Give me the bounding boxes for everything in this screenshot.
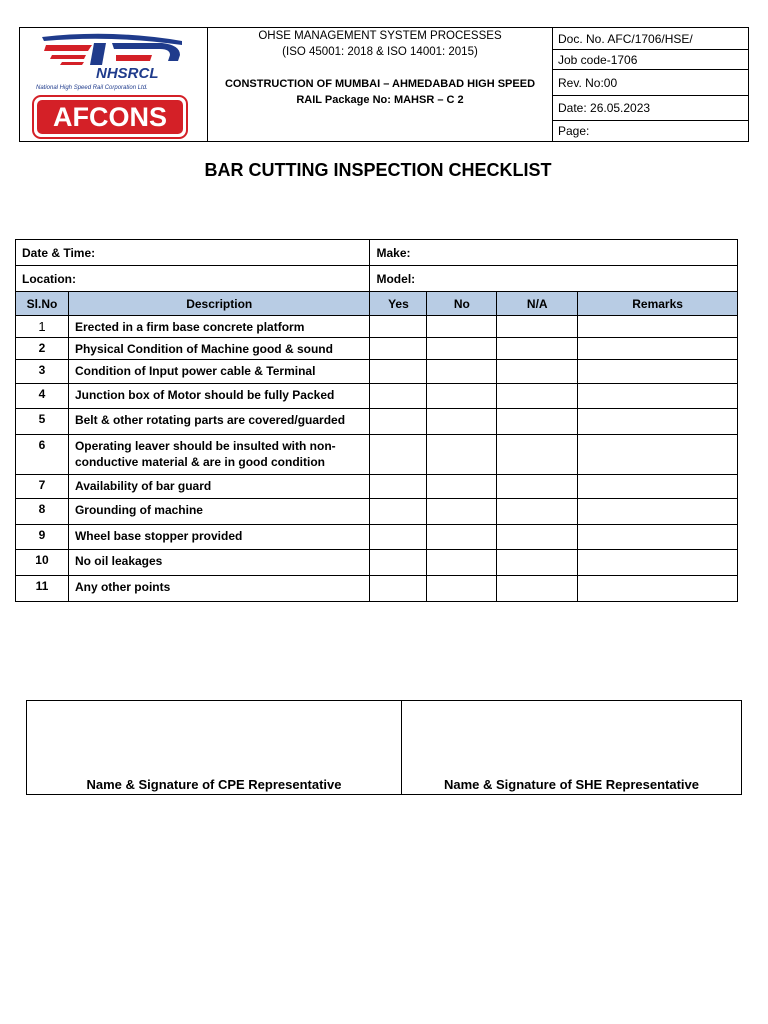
no-checkbox[interactable] xyxy=(427,576,497,602)
row-number: 8 xyxy=(16,499,69,525)
yes-checkbox[interactable] xyxy=(370,316,427,338)
row-number: 9 xyxy=(16,525,69,550)
remarks-field[interactable] xyxy=(578,384,738,409)
date-time-field[interactable]: Date & Time: xyxy=(16,240,370,266)
no-checkbox[interactable] xyxy=(427,550,497,576)
row-description: No oil leakages xyxy=(68,550,370,576)
na-checkbox[interactable] xyxy=(497,384,578,409)
na-checkbox[interactable] xyxy=(497,316,578,338)
nhsrcl-emblem-icon xyxy=(32,31,192,93)
na-checkbox[interactable] xyxy=(497,409,578,435)
remarks-field[interactable] xyxy=(578,338,738,360)
project-line-2: RAIL Package No: MAHSR – C 2 xyxy=(296,94,464,106)
row-number: 5 xyxy=(16,409,69,435)
row-number: 3 xyxy=(16,360,69,384)
row-description: Wheel base stopper provided xyxy=(68,525,370,550)
yes-checkbox[interactable] xyxy=(370,550,427,576)
row-description: Belt & other rotating parts are covered/guarded xyxy=(68,409,370,435)
row-number: 6 xyxy=(16,435,69,475)
na-checkbox[interactable] xyxy=(497,576,578,602)
table-row xyxy=(16,338,738,360)
remarks-field[interactable] xyxy=(578,499,738,525)
table-row xyxy=(16,316,738,338)
doc-number: Doc. No. AFC/1706/HSE/ xyxy=(553,28,749,50)
row-description: Availability of bar guard xyxy=(68,475,370,499)
no-checkbox[interactable] xyxy=(427,525,497,550)
table-row xyxy=(16,499,738,525)
na-checkbox[interactable] xyxy=(497,435,578,475)
row-description: Condition of Input power cable & Terminal xyxy=(68,360,370,384)
yes-checkbox[interactable] xyxy=(370,360,427,384)
col-yes: Yes xyxy=(370,292,427,316)
row-description: Grounding of machine xyxy=(68,499,370,525)
yes-checkbox[interactable] xyxy=(370,338,427,360)
afcons-logo-text: AFCONS xyxy=(53,101,167,132)
table-row xyxy=(16,550,738,576)
row-number: 10 xyxy=(16,550,69,576)
table-row xyxy=(16,360,738,384)
page-number: Page: xyxy=(553,121,749,142)
yes-checkbox[interactable] xyxy=(370,384,427,409)
yes-checkbox[interactable] xyxy=(370,409,427,435)
row-number: 2 xyxy=(16,338,69,360)
row-number: 1 xyxy=(16,316,69,338)
table-row xyxy=(16,409,738,435)
row-number: 7 xyxy=(16,475,69,499)
logo-cell xyxy=(20,28,208,142)
row-number: 4 xyxy=(16,384,69,409)
row-description: Any other points xyxy=(68,576,370,602)
afcons-logo-icon xyxy=(32,95,188,139)
location-field[interactable]: Location: xyxy=(16,266,370,292)
afcons-logo xyxy=(32,95,207,139)
col-no: No xyxy=(427,292,497,316)
yes-checkbox[interactable] xyxy=(370,576,427,602)
table-row xyxy=(16,576,738,602)
nhsrcl-logo-subtitle: National High Speed Rail Corporation Ltd. xyxy=(36,84,148,91)
no-checkbox[interactable] xyxy=(427,338,497,360)
table-row xyxy=(16,384,738,409)
job-code: Job code-1706 xyxy=(553,50,749,70)
model-field[interactable]: Model: xyxy=(370,266,738,292)
nhsrcl-logo xyxy=(32,31,207,93)
row-description: Erected in a firm base concrete platform xyxy=(68,316,370,338)
na-checkbox[interactable] xyxy=(497,550,578,576)
column-header-row xyxy=(16,292,738,316)
info-row-location-model xyxy=(16,266,738,292)
remarks-field[interactable] xyxy=(578,435,738,475)
col-remarks: Remarks xyxy=(578,292,738,316)
table-row xyxy=(16,525,738,550)
system-title: OHSE MANAGEMENT SYSTEM PROCESSES xyxy=(258,30,502,42)
row-description: Physical Condition of Machine good & sound xyxy=(68,338,370,360)
remarks-field[interactable] xyxy=(578,409,738,435)
cpe-signature-box[interactable]: Name & Signature of CPE Representative xyxy=(27,701,402,795)
no-checkbox[interactable] xyxy=(427,384,497,409)
row-number: 11 xyxy=(16,576,69,602)
no-checkbox[interactable] xyxy=(427,499,497,525)
no-checkbox[interactable] xyxy=(427,316,497,338)
make-field[interactable]: Make: xyxy=(370,240,738,266)
yes-checkbox[interactable] xyxy=(370,499,427,525)
table-row xyxy=(16,475,738,499)
remarks-field[interactable] xyxy=(578,475,738,499)
document-date: Date: 26.05.2023 xyxy=(553,96,749,121)
col-sl-no: Sl.No xyxy=(16,292,69,316)
remarks-field[interactable] xyxy=(578,316,738,338)
remarks-field[interactable] xyxy=(578,550,738,576)
no-checkbox[interactable] xyxy=(427,435,497,475)
yes-checkbox[interactable] xyxy=(370,475,427,499)
iso-line: (ISO 45001: 2018 & ISO 14001: 2015) xyxy=(282,46,478,58)
no-checkbox[interactable] xyxy=(427,475,497,499)
no-checkbox[interactable] xyxy=(427,360,497,384)
revision-number: Rev. No:00 xyxy=(553,70,749,96)
row-description: Operating leaver should be insulted with non-conductive material & are in good condition xyxy=(68,435,370,475)
signature-table xyxy=(26,700,742,795)
col-na: N/A xyxy=(497,292,578,316)
remarks-field[interactable] xyxy=(578,360,738,384)
she-signature-box[interactable]: Name & Signature of SHE Representative xyxy=(402,701,742,795)
project-line-1: CONSTRUCTION OF MUMBAI – AHMEDABAD HIGH SPEED xyxy=(224,78,536,90)
no-checkbox[interactable] xyxy=(427,409,497,435)
nhsrcl-logo-text: NHSRCL xyxy=(96,64,159,82)
yes-checkbox[interactable] xyxy=(370,435,427,475)
document-header xyxy=(19,27,749,142)
table-row xyxy=(16,435,738,475)
na-checkbox[interactable] xyxy=(497,475,578,499)
na-checkbox[interactable] xyxy=(497,338,578,360)
remarks-field[interactable] xyxy=(578,576,738,602)
yes-checkbox[interactable] xyxy=(370,525,427,550)
na-checkbox[interactable] xyxy=(497,360,578,384)
inspection-checklist-table xyxy=(15,239,738,602)
col-description: Description xyxy=(68,292,370,316)
row-description: Junction box of Motor should be fully Packed xyxy=(68,384,370,409)
page-title: BAR CUTTING INSPECTION CHECKLIST xyxy=(204,160,552,180)
remarks-field[interactable] xyxy=(578,525,738,550)
info-row-date-make xyxy=(16,240,738,266)
header-title-cell xyxy=(208,28,553,142)
na-checkbox[interactable] xyxy=(497,525,578,550)
na-checkbox[interactable] xyxy=(497,499,578,525)
